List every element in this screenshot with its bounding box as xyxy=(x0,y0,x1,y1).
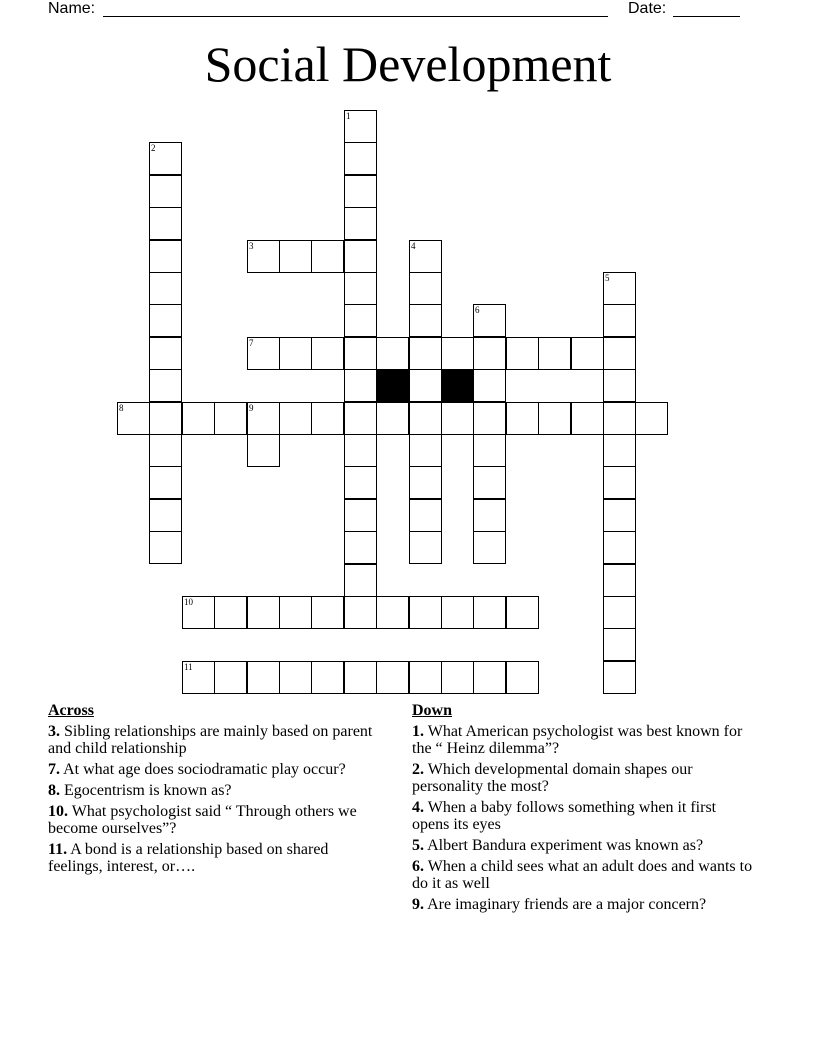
black-cell xyxy=(376,369,409,402)
grid-cell[interactable] xyxy=(473,531,506,564)
grid-cell[interactable] xyxy=(344,434,377,467)
grid-cell[interactable] xyxy=(344,369,377,402)
grid-cell[interactable] xyxy=(344,596,377,629)
grid-cell[interactable] xyxy=(149,175,182,208)
across-clue-7 xyxy=(48,761,383,778)
grid-cell[interactable] xyxy=(214,596,247,629)
grid-cell[interactable] xyxy=(214,661,247,694)
grid-cell[interactable] xyxy=(506,337,539,370)
clue-number: 6. xyxy=(412,858,424,875)
clue-text: What psychologist said “ Through others we become ourselves”? xyxy=(48,803,357,837)
clue-text: Albert Bandura experiment was known as? xyxy=(427,837,704,854)
grid-cell[interactable] xyxy=(603,628,636,661)
clue-number: 3. xyxy=(48,723,60,740)
grid-cell[interactable] xyxy=(344,304,377,337)
grid-cell[interactable] xyxy=(441,596,474,629)
grid-cell[interactable] xyxy=(279,240,312,273)
grid-cell[interactable] xyxy=(473,402,506,435)
grid-cell[interactable] xyxy=(409,272,442,305)
grid-cell[interactable] xyxy=(473,661,506,694)
cell-number: 6 xyxy=(475,305,480,315)
grid-cell[interactable] xyxy=(473,466,506,499)
grid-cell[interactable] xyxy=(311,240,344,273)
grid-cell[interactable] xyxy=(603,304,636,337)
grid-cell[interactable] xyxy=(473,434,506,467)
clue-text: Sibling relationships are mainly based on parent and child relationship xyxy=(48,723,373,757)
clue-number: 5. xyxy=(412,837,424,854)
grid-cell[interactable] xyxy=(441,337,474,370)
grid-cell[interactable] xyxy=(473,304,506,337)
grid-cell[interactable] xyxy=(149,434,182,467)
name-label: Name: xyxy=(48,0,96,17)
grid-cell[interactable] xyxy=(506,402,539,435)
cell-number: 8 xyxy=(119,403,124,413)
grid-cell[interactable] xyxy=(409,661,442,694)
cell-number: 4 xyxy=(411,241,416,251)
clue-number: 4. xyxy=(412,799,424,816)
grid-cell[interactable] xyxy=(409,434,442,467)
grid-cell[interactable] xyxy=(376,337,409,370)
across-clue-11 xyxy=(48,841,383,875)
black-cell xyxy=(441,369,474,402)
grid-cell[interactable] xyxy=(344,337,377,370)
clue-number: 2. xyxy=(412,761,424,778)
grid-cell[interactable] xyxy=(344,661,377,694)
grid-cell[interactable] xyxy=(538,337,571,370)
across-clue-3 xyxy=(48,723,383,757)
across-clues xyxy=(48,702,383,879)
grid-cell[interactable] xyxy=(149,304,182,337)
grid-cell[interactable] xyxy=(409,596,442,629)
grid-cell[interactable] xyxy=(473,337,506,370)
grid-cell[interactable] xyxy=(311,661,344,694)
clue-number: 9. xyxy=(412,896,424,913)
grid-cell[interactable] xyxy=(149,142,182,175)
grid-cell[interactable] xyxy=(311,596,344,629)
grid-cell[interactable] xyxy=(344,142,377,175)
grid-cell[interactable] xyxy=(635,402,668,435)
grid-cell[interactable] xyxy=(149,207,182,240)
grid-cell[interactable] xyxy=(603,434,636,467)
grid-cell[interactable] xyxy=(603,402,636,435)
grid-cell[interactable] xyxy=(149,531,182,564)
grid-cell[interactable] xyxy=(279,402,312,435)
clue-text: At what age does sociodramatic play occur? xyxy=(63,761,346,778)
cell-number: 5 xyxy=(605,273,610,283)
page-title: Social Development xyxy=(204,36,612,92)
grid-cell[interactable] xyxy=(344,240,377,273)
clue-text: Which developmental domain shapes our personality the most? xyxy=(412,761,693,795)
grid-cell[interactable] xyxy=(571,402,604,435)
down-clue-6 xyxy=(412,858,757,892)
cell-number: 1 xyxy=(346,111,351,121)
grid-cell[interactable] xyxy=(149,369,182,402)
down-clues xyxy=(412,702,757,917)
down-clue-4 xyxy=(412,799,757,833)
cell-number: 11 xyxy=(184,662,193,672)
grid-cell[interactable] xyxy=(441,402,474,435)
grid-cell[interactable] xyxy=(149,240,182,273)
grid-cell[interactable] xyxy=(409,369,442,402)
grid-cell[interactable] xyxy=(182,402,215,435)
clue-text: When a baby follows something when it first opens its eyes xyxy=(412,799,717,833)
grid-cell[interactable] xyxy=(603,337,636,370)
grid-cell[interactable] xyxy=(603,564,636,597)
grid-cell[interactable] xyxy=(344,466,377,499)
grid-cell[interactable] xyxy=(247,434,280,467)
clue-number: 10. xyxy=(48,803,68,820)
grid-cell[interactable] xyxy=(247,240,280,273)
grid-cell[interactable] xyxy=(473,499,506,532)
clue-number: 7. xyxy=(48,761,60,778)
grid-cell[interactable] xyxy=(182,596,215,629)
clue-text: Egocentrism is known as? xyxy=(64,782,232,799)
grid-cell[interactable] xyxy=(603,531,636,564)
grid-cell[interactable] xyxy=(538,402,571,435)
grid-cell[interactable] xyxy=(376,661,409,694)
down-clue-9 xyxy=(412,896,757,913)
cell-number: 2 xyxy=(151,143,156,153)
grid-cell[interactable] xyxy=(344,110,377,143)
grid-cell[interactable] xyxy=(117,402,150,435)
grid-cell[interactable] xyxy=(149,402,182,435)
down-clue-5 xyxy=(412,837,757,854)
grid-cell[interactable] xyxy=(247,596,280,629)
cell-number: 3 xyxy=(249,241,254,251)
grid-cell[interactable] xyxy=(344,272,377,305)
grid-cell[interactable] xyxy=(149,337,182,370)
grid-cell[interactable] xyxy=(149,272,182,305)
grid-cell[interactable] xyxy=(214,402,247,435)
grid-cell[interactable] xyxy=(149,499,182,532)
grid-cell[interactable] xyxy=(571,337,604,370)
grid-cell[interactable] xyxy=(506,661,539,694)
grid-cell[interactable] xyxy=(603,661,636,694)
grid-cell[interactable] xyxy=(279,337,312,370)
grid-cell[interactable] xyxy=(247,661,280,694)
grid-cell[interactable] xyxy=(409,337,442,370)
grid-cell[interactable] xyxy=(344,175,377,208)
down-heading: Down xyxy=(412,702,453,719)
grid-cell[interactable] xyxy=(506,596,539,629)
grid-cell[interactable] xyxy=(409,466,442,499)
across-clue-10 xyxy=(48,803,383,837)
grid-cell[interactable] xyxy=(182,661,215,694)
grid-cell[interactable] xyxy=(149,466,182,499)
grid-cell[interactable] xyxy=(376,596,409,629)
grid-cell[interactable] xyxy=(409,499,442,532)
grid-cell[interactable] xyxy=(409,531,442,564)
grid-cell[interactable] xyxy=(247,337,280,370)
clue-number: 1. xyxy=(412,723,424,740)
down-clue-2 xyxy=(412,761,757,795)
grid-cell[interactable] xyxy=(441,661,474,694)
grid-cell[interactable] xyxy=(279,661,312,694)
grid-cell[interactable] xyxy=(603,499,636,532)
grid-cell[interactable] xyxy=(344,564,377,597)
grid-cell[interactable] xyxy=(603,272,636,305)
grid-cell[interactable] xyxy=(344,207,377,240)
cell-number: 10 xyxy=(184,597,193,607)
cell-number: 9 xyxy=(249,403,254,413)
grid-cell[interactable] xyxy=(376,402,409,435)
grid-cell[interactable] xyxy=(603,466,636,499)
grid-cell[interactable] xyxy=(247,402,280,435)
grid-cell[interactable] xyxy=(279,596,312,629)
clue-text: Are imaginary friends are a major concern? xyxy=(427,896,707,913)
grid-cell[interactable] xyxy=(344,499,377,532)
grid-cell[interactable] xyxy=(409,240,442,273)
grid-cell[interactable] xyxy=(409,304,442,337)
across-heading: Across xyxy=(48,702,94,719)
grid-cell[interactable] xyxy=(603,596,636,629)
grid-cell[interactable] xyxy=(311,402,344,435)
grid-cell[interactable] xyxy=(473,596,506,629)
date-label: Date: xyxy=(628,0,667,17)
grid-cell[interactable] xyxy=(344,402,377,435)
across-clue-8 xyxy=(48,782,383,799)
clue-text: A bond is a relationship based on shared feelings, interest, or…. xyxy=(48,841,329,875)
clue-number: 11. xyxy=(48,841,68,858)
clue-number: 8. xyxy=(48,782,60,799)
grid-cell[interactable] xyxy=(409,402,442,435)
grid-cell[interactable] xyxy=(603,369,636,402)
grid-cell[interactable] xyxy=(311,337,344,370)
grid-cell[interactable] xyxy=(473,369,506,402)
cell-number: 7 xyxy=(249,338,254,348)
down-clue-1 xyxy=(412,723,757,757)
clue-text: What American psychologist was best known for the “ Heinz dilemma”? xyxy=(412,723,743,757)
grid-cell[interactable] xyxy=(344,531,377,564)
clue-text: When a child sees what an adult does and wants to do it as well xyxy=(412,858,753,892)
